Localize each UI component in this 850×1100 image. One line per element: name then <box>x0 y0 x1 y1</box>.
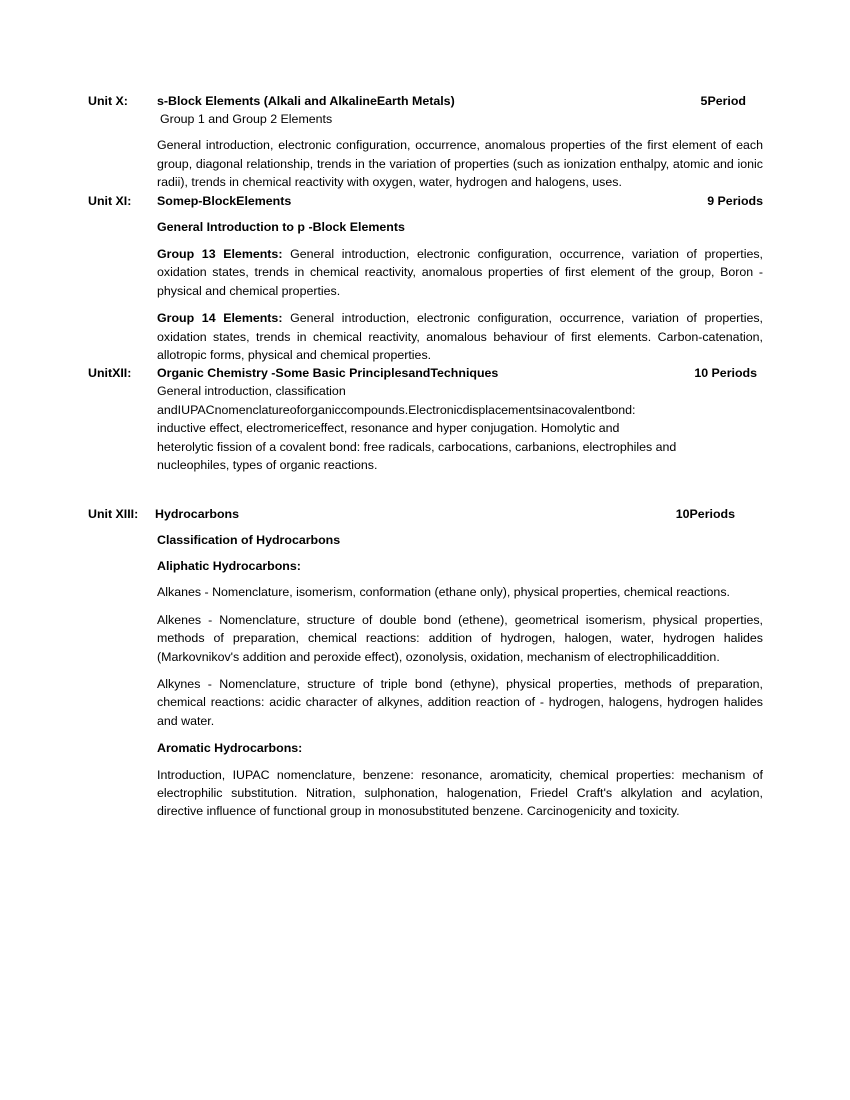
heading-classification-of-hydrocarbons: Classification of Hydrocarbons <box>157 532 341 547</box>
group-14-lead: Group 14 Elements: <box>157 311 283 326</box>
group-14-text: General introduction, electronic configuration, occurrence, variation of properties, oxidation states, trends in chemical reactivity, anomalous behaviour of first elements. Carbon-catenation, allotropic forms, physical and chemical properties. <box>157 311 763 363</box>
aromatic-paragraph: Introduction, IUPAC nomenclature, benzene: resonance, aromaticity, chemical properties: mechanism of electrophilic substitution. Nitration, sulphonation, halogenation, Friedel Craft's alkylation and acylation, directive influence of functional group in monosubstituted benzene. Carcinogenicity and toxicity. <box>157 767 763 819</box>
unit-periods-xi: 9 Periods <box>707 193 763 208</box>
unit-xii-body <box>157 382 763 474</box>
unit-xiii-body <box>157 523 763 821</box>
unit-label-xi: Unit XI: <box>88 193 132 208</box>
unit-x-body <box>157 110 763 192</box>
unit-periods-x: 5Period <box>700 94 746 108</box>
alkenes-paragraph: Alkenes - Nomenclature, structure of double bond (ethene), geometrical isomerism, physical properties, methods of preparation, chemical reactions: addition of hydrogen, halogen, water, hydrogen halides (Markovnikov's addition and peroxide effect), ozonolysis, oxidation, mechanism of electrophilicaddition. <box>157 612 763 664</box>
unit-xii-line-2: andIUPACnomenclatureoforganiccompounds.Electronicdisplacementsinacovalentbond: <box>157 402 636 417</box>
unit-periods-xii: 10 Periods <box>694 366 757 381</box>
unit-title-xi: Somep-BlockElements <box>157 193 292 208</box>
unit-xi-group14 <box>157 309 763 364</box>
group-13-lead: Group 13 Elements: <box>157 247 283 262</box>
unit-label-xiii: Unit XIII: <box>88 506 139 521</box>
unit-xi-body <box>157 210 763 365</box>
unit-xii-line-3: inductive effect, electromericeffect, resonance and hyper conjugation. Homolytic and <box>157 421 620 436</box>
heading-aliphatic-hydrocarbons: Aliphatic Hydrocarbons: <box>157 558 301 573</box>
unit-xii-line-5: nucleophiles, types of organic reactions. <box>157 458 378 473</box>
group-13-text: General introduction, electronic configuration, occurrence, variation of properties, oxidation states, trends in chemical reactivity, anomalous properties of first element of the group, Boron - physical and chemical properties. <box>157 247 763 298</box>
unit-title-xiii: Hydrocarbons <box>155 506 239 521</box>
unit-header-unit-xi <box>88 192 763 210</box>
unit-header-unit-x <box>88 92 763 110</box>
unit-xi-subtitle: General Introduction to p -Block Elements <box>157 219 405 234</box>
unit-xi-group13 <box>157 245 763 300</box>
unit-label-x: Unit X: <box>88 94 128 108</box>
unit-header-unit-xiii <box>88 505 763 523</box>
unit-label-xii: UnitXII: <box>88 366 132 381</box>
section-spacer <box>88 475 763 505</box>
unit-x-subtitle: Group 1 and Group 2 Elements <box>160 112 333 126</box>
unit-periods-xiii: 10Periods <box>675 506 735 521</box>
unit-title-xii: Organic Chemistry -Some Basic PrinciplesandTechniques <box>157 366 499 381</box>
unit-header-unit-xii <box>88 364 763 382</box>
alkanes-paragraph: Alkanes - Nomenclature, isomerism, conformation (ethane only), physical properties, chemical reactions. <box>157 585 730 600</box>
alkynes-paragraph: Alkynes - Nomenclature, structure of triple bond (ethyne), physical properties, methods of preparation, chemical reactions: acidic character of alkynes, addition reaction of - hydrogen, halogens, hydrogen halides and water. <box>157 676 763 728</box>
unit-title-x: s-Block Elements (Alkali and AlkalineEarth Metals) <box>157 94 455 108</box>
unit-xii-line-4: heterolytic fission of a covalent bond: free radicals, carbocations, carbanions, electrophiles and <box>157 439 677 454</box>
unit-x-paragraph: General introduction, electronic configuration, occurrence, anomalous properties of the first element of each group, diagonal relationship, trends in the variation of properties (such as ionization enthalpy, atomic and ionic radii), trends in chemical reactivity with oxygen, water, hydrogen and halogens, uses. <box>157 138 763 190</box>
unit-xii-line-1: General introduction, classification <box>157 384 346 399</box>
syllabus-content <box>88 92 763 821</box>
heading-aromatic-hydrocarbons: Aromatic Hydrocarbons: <box>157 741 303 756</box>
